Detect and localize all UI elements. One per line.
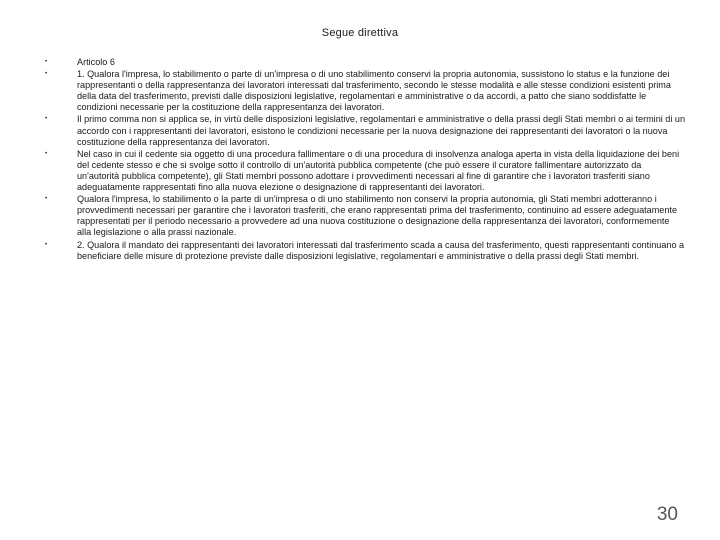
slide-title: Segue direttiva [321,27,399,39]
bullet-marker: • [45,241,48,248]
bullet-text-insolvency-case: Nel caso in cui il cedente sia oggetto di una procedura fallimentare o di una procedura di insolvenza analoga aperta in vista della liquidazione dei beni del cedente stesso e che si svolge sotto il controllo di un'autorità pubblica competente (che può essere il curatore fallimentare autorizzato da un'autorità pubblica competente), gli Stati membri possono adottare i provvedimenti necessari al fine di garantire che i lavoratori trasferiti siano adeguatamente rappresentati fino alla nuova elezione o designazione di rappresentanti dei lavoratori. [77,148,680,193]
bullet-marker: • [45,71,48,78]
bullet-item [44,240,686,262]
bullet-text-paragraph-1: 1. Qualora l'impresa, lo stabilimento o parte di un'impresa o di uno stabilimento conservi la propria autonomia, sussistono lo status e la funzione dei rappresentanti o della rappresentanza dei lavoratori interessati dal trasferimento, secondo le stesse modalità e alle stesse condizioni esistenti prima della data del trasferimento, previsti dalle disposizioni legislative, regolamentari e amministrative o da accordi, a patto che siano soddisfatte le condizioni necessarie per la costituzione della rappresentanza dei lavoratori. [77,69,671,113]
bullet-item [44,149,686,193]
bullet-marker: • [45,59,48,65]
bullet-text-first-comma-exception: Il primo comma non si applica se, in virtù delle disposizioni legislative, regolamentari e amministrative o della prassi degli Stati membri o ai termini di un accordo con i rappresentanti dei lavoratori, esistono le condizioni necessarie per la nuova designazione dei rappresentanti dei lavoratori o la nuova costituzione della rappresentanza dei lavoratori. [77,114,686,147]
bullet-marker: • [45,116,48,123]
bullet-list [44,57,686,262]
bullet-item [44,114,686,147]
bullet-marker: • [45,196,48,203]
bullet-item [44,194,686,238]
bullet-text-paragraph-2: 2. Qualora il mandato dei rappresentanti dei lavoratori interessati dal trasferimento scada a causa del trasferimento, questi rappresentanti continuano a beneficiare delle misure di protezione previste dalle disposizioni legislative, regolamentari e amministrative o della prassi degli Stati membri. [77,239,685,261]
bullet-item [44,69,686,113]
bullet-marker: • [45,150,48,157]
bullet-text-article-heading: Articolo 6 [77,57,115,67]
page-number: 30 [656,504,678,525]
bullet-text-no-autonomy-case: Qualora l'impresa, lo stabilimento o la parte di un'impresa o di uno stabilimento non conservi la propria autonomia, gli Stati membri adotteranno i provvedimenti necessari per garantire che i lavoratori trasferiti, che erano rappresentati prima del trasferimento, continuino ad essere adeguatamente rappresentati per il periodo necessario a provvedere ad una nuova costituzione o designazione della rappresentanza dei lavoratori, conformemente alla legislazione o alla prassi nazionale. [77,194,678,238]
bullet-item [44,57,686,68]
